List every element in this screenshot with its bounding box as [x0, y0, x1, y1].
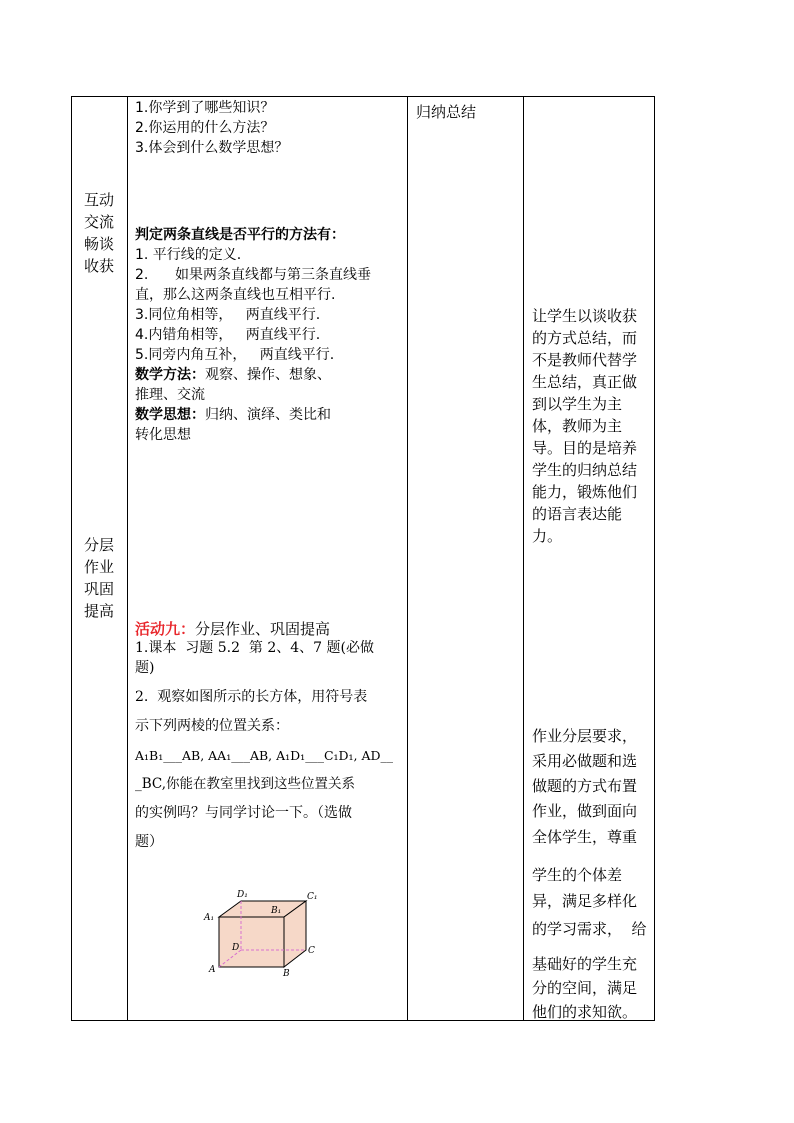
- method-item: 2. 如果两条直线都与第三条直线垂: [135, 267, 372, 283]
- vertex-label: B₁: [271, 906, 282, 916]
- stage-label-homework: [79, 534, 119, 622]
- question: 2.你运用的什么方法？: [135, 120, 275, 136]
- homework-line: 题): [135, 660, 155, 676]
- method-item: 3.同位角相等， 两直线平行.: [135, 307, 321, 323]
- intent-line: 导。目的是培养: [532, 439, 638, 457]
- intent-line: 分的空间，满足: [532, 979, 638, 997]
- vertex-label: A₁: [204, 913, 215, 923]
- intent-line: 生总结，真正做: [532, 373, 638, 391]
- vertex-label: D₁: [237, 890, 248, 900]
- column-divider: [407, 97, 408, 1020]
- intent-line: 做题的方式布置: [532, 777, 638, 795]
- homework-line: 1.课本 习题 5.2 第 2、4、7 题(必做: [135, 640, 374, 656]
- intent-line: 让学生以谈收获: [532, 307, 638, 325]
- intent-line: 全体学生，尊重: [532, 828, 638, 846]
- homework-line: _BC,你能在教室里找到这些位置关系: [135, 776, 356, 792]
- stage-char: 分层: [83, 536, 114, 554]
- stage-char: 交流: [83, 213, 114, 231]
- cuboid-figure: [199, 887, 329, 977]
- homework-line: 的实例吗？与同学讨论一下。（选做: [135, 805, 352, 821]
- math-method-text: 观察、操作、想象、: [205, 367, 331, 383]
- activity-text: 分层作业、巩固提高: [195, 620, 331, 638]
- stage-char: 收获: [83, 257, 114, 275]
- design-intent-homework-cont: [532, 862, 654, 914]
- homework-line: A₁B₁___AB, AA₁___AB, A₁D₁___C₁D₁, AD__: [135, 748, 394, 763]
- math-thought-cont: 转化思想: [135, 427, 191, 443]
- intent-line: 采用必做题和选: [532, 752, 638, 770]
- stage-char: 巩固: [83, 580, 114, 598]
- activity-label: 活动九：: [135, 620, 196, 638]
- stage-char: 畅谈: [83, 235, 114, 253]
- design-intent-homework: [532, 724, 654, 824]
- math-thought: [135, 405, 405, 425]
- column-divider: [127, 97, 128, 1020]
- math-method-label: 数学方法：: [135, 367, 205, 383]
- method-item: 1. 平行线的定义.: [135, 247, 242, 263]
- stage-char: 提高: [83, 602, 114, 620]
- method-item: 直，那么这两条直线也互相平行.: [135, 287, 336, 303]
- intent-line: 不是教师代替学: [532, 351, 638, 369]
- summary-label: 归纳总结: [416, 103, 477, 121]
- homework-line: 示下列两棱的位置关系：: [135, 718, 289, 734]
- intent-line: 体，教师为主: [532, 417, 623, 435]
- homework-1: [135, 638, 407, 678]
- intent-line: 他们的求知欲。: [532, 1003, 638, 1021]
- intent-line: 的方式总结，而: [532, 329, 638, 347]
- method-item: 5.同旁内角互补， 两直线平行.: [135, 347, 335, 363]
- column-divider: [523, 97, 524, 1020]
- stage-label-interact: [79, 189, 119, 277]
- question: 3.体会到什么数学思想？: [135, 140, 289, 156]
- vertex-label: C₁: [307, 892, 318, 902]
- vertex-label: B: [283, 969, 290, 977]
- homework-line: 题）: [135, 834, 163, 850]
- intent-line: 作业，做到面向: [532, 802, 638, 820]
- activity-heading: [135, 619, 405, 639]
- intent-line: 异，满足多样化: [532, 892, 638, 910]
- lesson-plan-table: [71, 96, 655, 1021]
- intent-line: 到以学生为主: [532, 395, 623, 413]
- intent-line: 的语言表达能: [532, 505, 623, 523]
- intent-line: 力。: [532, 527, 563, 545]
- intent-line: 基础好的学生充: [532, 955, 638, 973]
- intent-line: 作业分层要求，: [532, 727, 638, 745]
- intent-line: 学生的归纳总结: [532, 461, 638, 479]
- vertex-label: D: [232, 943, 240, 953]
- math-method-cont: 推理、交流: [135, 387, 205, 403]
- math-thought-label: 数学思想：: [135, 407, 205, 423]
- intent-line: 能力，锻炼他们: [532, 483, 638, 501]
- vertex-label: C: [308, 946, 315, 956]
- intent-line: 学生的个体差: [532, 866, 623, 884]
- methods-title: 判定两条直线是否平行的方法有：: [135, 227, 345, 243]
- stage-char: 作业: [83, 558, 114, 576]
- parallel-methods: [135, 225, 405, 445]
- homework-line: 2. 观察如图所示的长方体，用符号表: [135, 689, 368, 705]
- design-intent-summary: [532, 305, 652, 547]
- homework-2: [135, 683, 407, 857]
- vertex-label: A: [209, 965, 216, 975]
- design-intent-homework-end: [532, 952, 654, 1024]
- method-item: 4.内错角相等， 两直线平行.: [135, 327, 321, 343]
- math-thought-text: 归纳、演绎、类比和: [205, 407, 331, 423]
- intent-line: 的学习需求， 给: [532, 920, 647, 938]
- reflection-questions: [135, 98, 405, 158]
- question: 1.你学到了哪些知识？: [135, 100, 275, 116]
- stage-char: 互动: [83, 191, 114, 209]
- math-method: [135, 365, 405, 385]
